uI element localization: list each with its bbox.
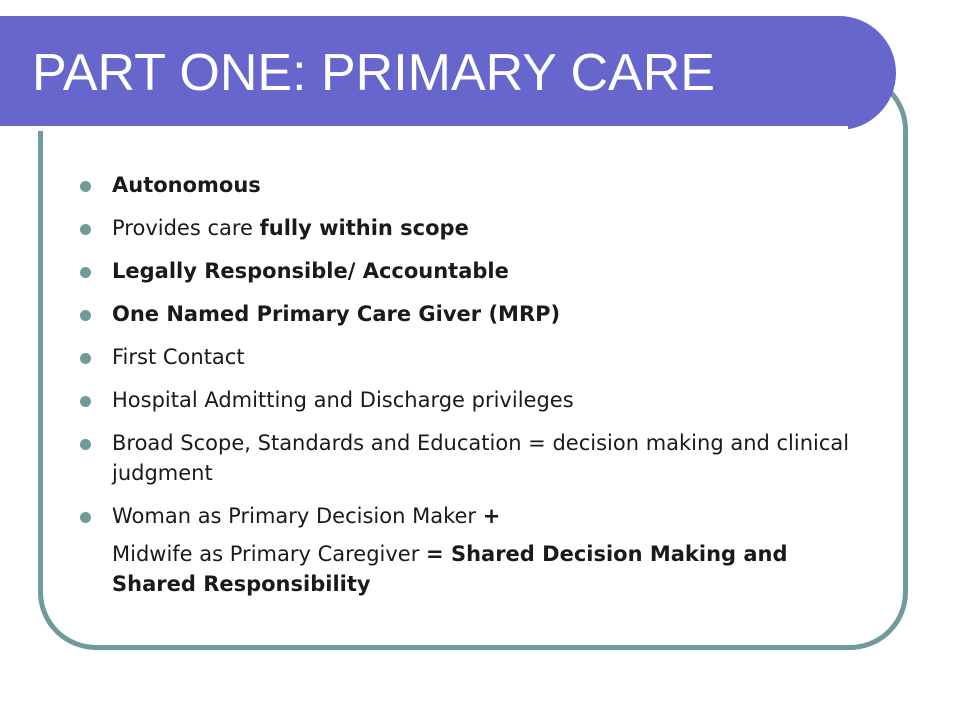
bullet-text: Midwife as Primary Caregiver bbox=[112, 542, 427, 566]
bullet-item bbox=[78, 256, 878, 286]
bullet-item bbox=[78, 501, 878, 531]
bullet-dot-icon bbox=[80, 310, 91, 321]
bullet-text: Woman as Primary Decision Maker bbox=[112, 504, 483, 528]
bullet-bold-text: Autonomous bbox=[112, 173, 261, 197]
bullet-dot-icon bbox=[80, 396, 91, 407]
bullet-bold-text: One Named Primary Care Giver (MRP) bbox=[112, 302, 561, 326]
bullet-item bbox=[78, 428, 878, 488]
bullet-bold-text: fully within scope bbox=[259, 216, 469, 240]
bullet-text: Broad Scope, Standards and Education = decision making and clinical judgment bbox=[112, 431, 850, 485]
bullet-dot-icon bbox=[80, 267, 91, 278]
slide-title: PART ONE: PRIMARY CARE bbox=[32, 44, 715, 102]
bullet-bold-text: + bbox=[482, 504, 501, 528]
bullet-dot-icon bbox=[80, 224, 91, 235]
title-underline bbox=[0, 126, 848, 131]
bullet-continuation bbox=[78, 539, 878, 599]
bullet-item bbox=[78, 342, 878, 372]
bullet-bold-text: Legally Responsible/ Accountable bbox=[112, 259, 509, 283]
bullet-item bbox=[78, 213, 878, 243]
bullet-item bbox=[78, 299, 878, 329]
bullet-text: Provides care bbox=[112, 216, 260, 240]
bullet-text: Hospital Admitting and Discharge privileges bbox=[112, 388, 574, 412]
bullet-item bbox=[78, 385, 878, 415]
bullet-dot-icon bbox=[80, 181, 91, 192]
bullet-item bbox=[78, 170, 878, 200]
bullet-dot-icon bbox=[80, 353, 91, 364]
bullet-text: First Contact bbox=[112, 345, 245, 369]
bullet-dot-icon bbox=[80, 512, 91, 523]
bullet-dot-icon bbox=[80, 439, 91, 450]
bullet-bold-text: = Shared Decision Making and Shared Responsibility bbox=[112, 542, 788, 596]
bullet-list bbox=[78, 170, 878, 612]
